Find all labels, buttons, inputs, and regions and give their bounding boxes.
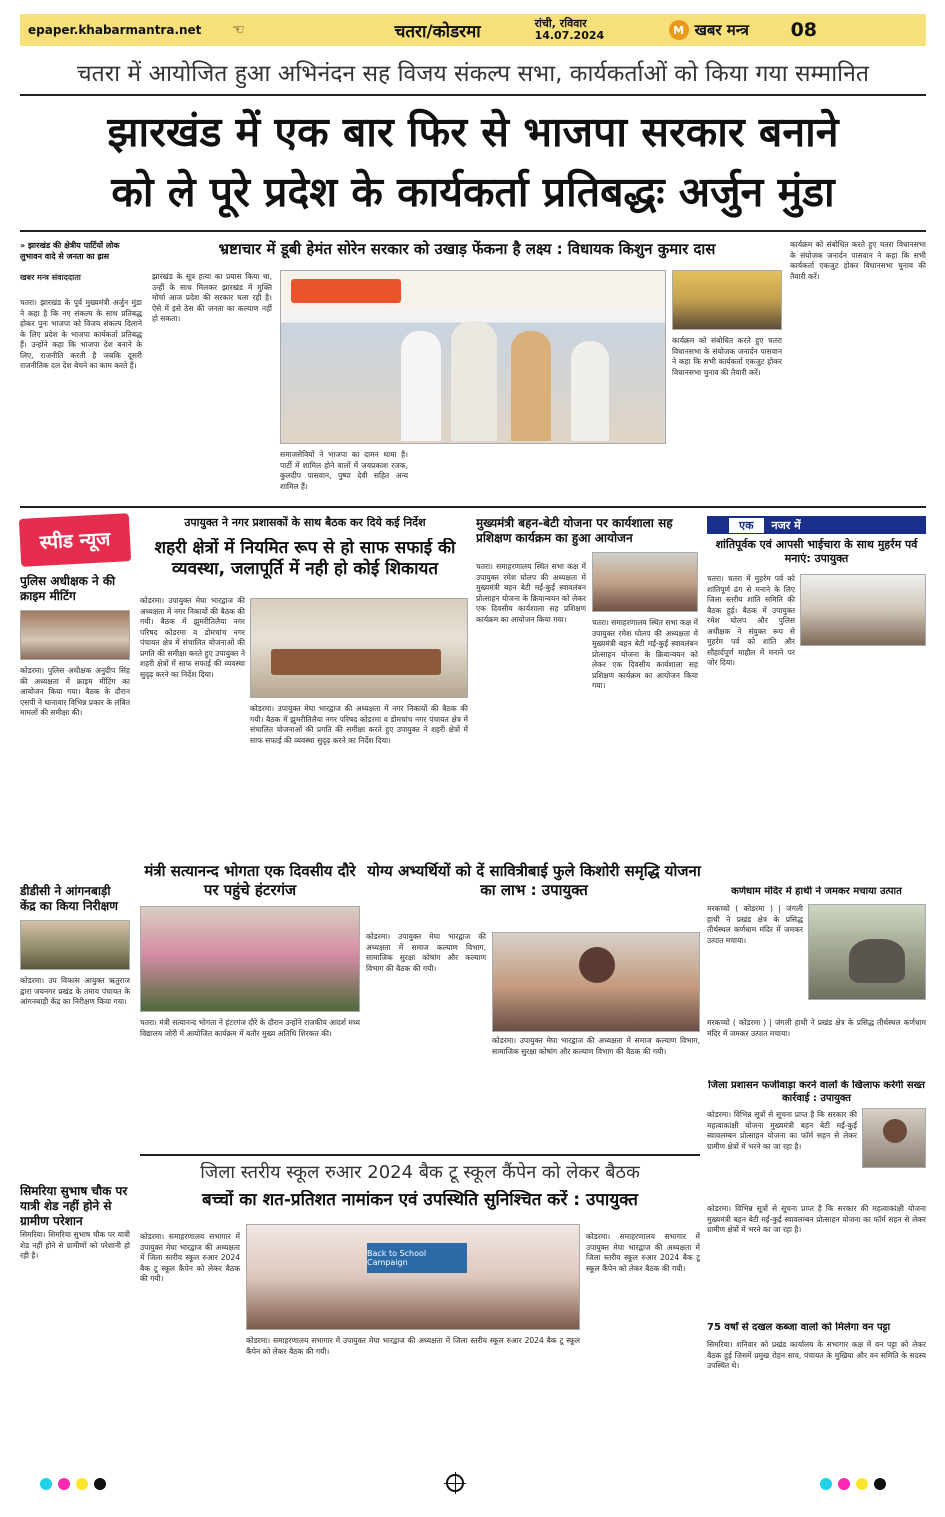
- registration-dots-right: [820, 1478, 886, 1490]
- speed-item3-body: सिमरिया। सिमरिया सुभाष चौक पर यात्री शेड नहीं होने से ग्रामीणों को परेशानी हो रही है।: [20, 1230, 130, 1260]
- registration-dots-left: [40, 1478, 106, 1490]
- city-day: रांची, रविवार: [534, 17, 587, 30]
- school-body-2: कोडरमा। समाहरणालय सभागार में उपायुक्त मेघा भारद्वाज की अध्यक्षता में जिला स्तरीय स्कूल रुआर 2024 बैक टू स्कूल कैंपेन को लेकर बैठक की गयी।: [246, 1336, 580, 1356]
- workshop-photo: [592, 552, 698, 612]
- city-body: कोडरमा। उपायुक्त मेघा भारद्वाज की अध्यक्षता में नगर निकायों की बैठक की गयी। बैठक में झुमरीतिलैया नगर परिषद कोडरमा व डोमचांच नगर पंचायत क्षेत्र में संचालित योजनाओं की प्रगति की समीक्षा करते हुए उपायुक्त ने शहरी क्षेत्रों में साफ सफाई की व्यवस्था सुदृढ़ करने का निर्देश दिया।: [140, 596, 245, 679]
- lead-headline: [20, 102, 926, 222]
- cyan-dot: [40, 1478, 52, 1490]
- lead-subhead: भ्रष्टाचार में डूबी हेमंत सोरेन सरकार को उखाड़ फेंकना है लक्ष्य : विधायक किशुन कुमार दास: [218, 240, 716, 258]
- black-dot: [874, 1478, 886, 1490]
- speed-item3-head: सिमरिया सुभाष चौक पर यात्री शेड नहीं होने से ग्रामीण परेशान: [20, 1184, 128, 1228]
- school-body-3: कोडरमा। समाहरणालय सभागार में उपायुक्त मेघा भारद्वाज की अध्यक्षता में जिला स्तरीय स्कूल रुआर 2024 बैक टू स्कूल कैंपेन को लेकर बैठक की गयी।: [586, 1232, 700, 1273]
- speed-item1-head: पुलिस अधीक्षक ने की क्राइम मीटिंग: [20, 574, 116, 603]
- workshop-headline: मुख्यमंत्री बहन-बेटी योजना पर कार्यशाला सह प्रशिक्षण कार्यक्रम का हुआ आयोजन: [476, 516, 673, 545]
- cursor-icon: ☜: [232, 22, 245, 38]
- ek-nazar-tag: [707, 516, 926, 534]
- city-headline: शहरी क्षेत्रों में नियमित रूप से हो साफ सफाई की व्यवस्था, जलापूर्ति में नही हो कोई शिकायत: [154, 538, 456, 580]
- logo-icon: M: [669, 20, 689, 40]
- school-photo: [246, 1224, 580, 1330]
- campaign-banner: Back to School Campaign: [367, 1243, 467, 1273]
- lead-body-col1: चतरा। झारखंड के पूर्व मुख्यमंत्री अर्जुन मुंडा ने कहा है कि नए संकल्प के साथ प्रतिबद्ध होकर पुनः भाजपा को विजय संकल्प दिलाने के लिए प्रदेश के भाजपा कार्यकर्ता प्रतिबद्ध हैं। उन्होंने कहा कि भाजपा देश बनाने के लिए, राजनीति करती है जबकि दूसरी राजनीतिक दल देश बेचने का काम करते हैं।: [20, 298, 142, 370]
- lead-body-col4: कार्यक्रम को संबोधित करते हुए चतरा विधानसभा के संयोजक जनार्दन पासवान ने कहा कि सभी कार्यकर्ता एकजुट होकर विधानसभा चुनाव की तैयारी करें।: [672, 336, 782, 377]
- meeting-photo: [20, 610, 130, 660]
- stage-photo: [672, 270, 782, 330]
- minister-body: चतरा। मंत्री सत्यानन्द भोगता ने हंटरगंज दौरे के दौरान उन्होंने राजकीय आदर्श मध्य विद्यालय जोरी में आयोजित कार्यक्रम में बतौर मुख्य अतिथि शिरकत की।: [140, 1018, 360, 1038]
- divider: [20, 506, 926, 508]
- yellow-dot: [76, 1478, 88, 1490]
- divider: [20, 94, 926, 96]
- savitri-headline: योग्य अभ्यर्थियों को दें सावित्रीबाई फुले किशोरी समृद्धि योजना का लाभ : उपायुक्त: [367, 862, 701, 899]
- forms-body-2: कोडरमा। विभिन्न सूत्रों से सूचना प्राप्त है कि सरकार की महत्वाकांक्षी योजना मुख्यमंत्री बहन बेटी मईं-कुईं स्वावलम्बन प्रोत्साहन योजना का फॉर्म सहन से लेकर ग्रामीण क्षेत्रों में भरने का जा रहा है।: [707, 1204, 926, 1234]
- speed-news-badge: स्पीड न्यूज: [19, 513, 131, 567]
- anganwadi-photo: [20, 920, 130, 970]
- official-portrait: [862, 1108, 926, 1168]
- minister-headline: मंत्री सत्यानन्द भोगता एक दिवसीय दौरे पर पहुंचे हंटरगंज: [144, 862, 356, 899]
- lead-body-col3: समाजसेवियों ने भाजपा का दामन थामा है। पार्टी में शामिल होने वालों में जयप्रकाश रजक, कुलदीप पासवान, पुष्पा देवी सहित अन्य शामिल हैं।: [280, 450, 408, 491]
- site-url[interactable]: epaper.khabarmantra.net: [28, 23, 202, 37]
- elephant-body: मरकच्चो ( कोडरमा ) | जंगली हाथी ने प्रखंड क्षेत्र के प्रसिद्ध तीर्थस्थल कर्णधाम मंदिर में जमकर उत्पात मचाया।: [707, 904, 803, 945]
- dateline: [535, 18, 655, 42]
- savitri-photo: [492, 932, 700, 1032]
- issue-date: 14.07.2024: [534, 29, 605, 42]
- section-name: चतरा/कोडरमा: [394, 21, 481, 42]
- logo-text: खबर मन्त्र: [694, 21, 749, 39]
- city-meeting-photo: [250, 598, 468, 698]
- speed-item2-head: डीडीसी ने आंगनबाड़ी केंद्र का किया निरीक्षण: [20, 884, 118, 913]
- forest-headline: 75 वर्षों से दखल कब्जा वालो को मिलेगा वन पट्टा: [707, 1322, 891, 1333]
- forms-body: कोडरमा। विभिन्न सूत्रों से सूचना प्राप्त है कि सरकार की महत्वाकांक्षी योजना मुख्यमंत्री बहन बेटी मईं-कुईं स्वावलम्बन प्रोत्साहन योजना का फॉर्म सहन से लेकर ग्रामीण क्षेत्रों में भरने का जा रहा है।: [707, 1110, 857, 1151]
- lead-body-col2: झारखंड के सूत्र हत्या का प्रयास किया था, उन्हीं के साथ मिलकर झारखंड में मुक्ति मोर्चा आज प्रदेश की सरकार चला रही है। ऐसे में इसे ठेस की जनता का कल्याण नहीं हो सकता।: [152, 272, 272, 323]
- city-body-2: कोडरमा। उपायुक्त मेघा भारद्वाज की अध्यक्षता में नगर निकायों की बैठक की गयी। बैठक में झुमरीतिलैया नगर परिषद कोडरमा व डोमचांच नगर पंचायत क्षेत्र में संचालित योजनाओं की प्रगति की समीक्षा करते हुए उपायुक्त ने शहरी क्षेत्रों में साफ सफाई की व्यवस्था सुदृढ़ करने का निर्देश दिया।: [250, 704, 468, 745]
- muharram-body: चतरा। चतरा में मुहर्रम पर्व को शांतिपूर्ण ढंग से मनाने के लिए जिला स्तरीय शांति समिति की बैठक हुई। बैठक में उपायुक्त रमेश घोलप और पुलिस अधीक्षक ने संयुक्त रूप से मुहर्रम पर्व को शांति और सौहार्दपूर्ण माहौल में मनाने पर जोर दिया।: [707, 574, 795, 667]
- byline: खबर मन्त्र संवाददाता: [20, 273, 81, 282]
- lead-side-note: [20, 240, 142, 283]
- school-banner: जिला स्तरीय स्कूल रुआर 2024 बैक टू स्कूल कैंपेन को लेकर बैठक: [200, 1162, 640, 1183]
- savitri-body-2: कोडरमा। उपायुक्त मेघा भारद्वाज की अध्यक्षता में समाज कल्याण विभाग, सामाजिक सुरक्षा कोषांग और कल्याण विभाग की बैठक की गयी।: [492, 1036, 700, 1056]
- headline-line-2: को ले पूरे प्रदेश के कार्यकर्ता प्रतिबद्धः अर्जुन मुंडा: [111, 168, 835, 216]
- divider: [140, 1154, 700, 1156]
- lead-body-col5: कार्यक्रम को संबोधित करते हुए चतरा विधानसभा के संयोजक जनार्दन पासवान ने कहा कि सभी कार्यकर्ता एकजुट होकर विधानसभा चुनाव की तैयारी करें।: [790, 240, 926, 281]
- magenta-dot: [838, 1478, 850, 1490]
- muharram-headline: शांतिपूर्वक एवं आपसी भाईचारा के साथ मुहर्रम पर्व मनाएं: उपायुक्त: [715, 538, 918, 565]
- muharram-photo: [800, 574, 926, 646]
- masthead-bar: [20, 14, 926, 46]
- divider: [20, 230, 926, 232]
- cyan-dot: [820, 1478, 832, 1490]
- ek-label: एक: [729, 518, 764, 533]
- page-number: 08: [790, 19, 818, 41]
- forest-body: सिमरिया। शनिवार को प्रखंड कार्यालय के सभागार कक्ष में वन पट्टा को लेकर बैठक हुई जिसमें प्रमुख रोहन साव, पंचायत के मुखिया और वन समिति के सदस्य उपस्थित थे।: [707, 1340, 926, 1370]
- nazar-label: नजर में: [771, 518, 801, 532]
- registration-mark: [446, 1474, 464, 1492]
- yellow-dot: [856, 1478, 868, 1490]
- forms-headline: जिला प्रशासन फर्जीवाड़ा करने वालों के खिलाफ करेगी सख्त कार्रवाई : उपायुक्त: [708, 1080, 925, 1104]
- magenta-dot: [58, 1478, 70, 1490]
- lead-kicker: चतरा में आयोजित हुआ अभिनंदन सह विजय संकल्प सभा, कार्यकर्ताओं को किया गया सम्मानित: [77, 61, 869, 87]
- school-headline: बच्चों का शत-प्रतिशत नामांकन एवं उपस्थिति सुनिश्चित करें : उपायुक्त: [201, 1190, 638, 1210]
- speed-item1-body: कोडरमा। पुलिस अधीक्षक अनुदीप सिंह की अध्यक्षता में क्राइम मीटिंग का आयोजन किया गया। बैठक के दौरान एसपी ने थानावार विभिन्न प्रकार के लंबित मामलों की समीक्षा की।: [20, 666, 130, 717]
- city-kicker: उपायुक्त ने नगर प्रशासकों के साथ बैठक कर दिये कई निर्देश: [184, 516, 426, 529]
- speed-item2-body: कोडरमा। उप विकास आयुक्त ऋतुराज द्वारा जयनगर प्रखंड के तमाय पंचायत के आंगनबाड़ी केंद्र का निरीक्षण किया गया।: [20, 976, 130, 1006]
- black-dot: [94, 1478, 106, 1490]
- workshop-body: चतरा। समाहरणालय स्थित सभा कक्ष में उपायुक्त रमेश घोलप की अध्यक्षता में मुख्यमंत्री बहन बेटी मईं-कुईं स्वावलंबन प्रोत्साहन योजना के क्रियान्वयन को लेकर एक दिवसीय कार्यशाला सह प्रशिक्षण कार्यक्रम का आयोजन किया गया।: [476, 562, 586, 624]
- school-body: कोडरमा। समाहरणालय सभागार में उपायुक्त मेघा भारद्वाज की अध्यक्षता में जिला स्तरीय स्कूल रुआर 2024 बैक टू स्कूल कैंपेन को लेकर बैठक की गयी।: [140, 1232, 240, 1283]
- elephant-photo: [808, 904, 926, 1000]
- lead-photo: [280, 270, 666, 444]
- headline-line-1: झारखंड में एक बार फिर से भाजपा सरकार बनाने: [107, 108, 839, 156]
- minister-photo: [140, 906, 360, 1012]
- workshop-body-2: चतरा। समाहरणालय स्थित सभा कक्ष में उपायुक्त रमेश घोलप की अध्यक्षता में मुख्यमंत्री बहन बेटी मईं-कुईं स्वावलंबन प्रोत्साहन योजना के क्रियान्वयन को लेकर एक दिवसीय कार्यशाला सह प्रशिक्षण कार्यक्रम का आयोजन किया गया।: [592, 618, 698, 690]
- elephant-body-2: मरकच्चो ( कोडरमा ) | जंगली हाथी ने प्रखंड क्षेत्र के प्रसिद्ध तीर्थस्थल कर्णधाम मंदिर में जमकर उत्पात मचाया।: [707, 1018, 926, 1038]
- side-note-text: » झारखंड की क्षेत्रीय पार्टियों लोक लुभावन वादे से जनता का ह्रास: [20, 241, 120, 261]
- savitri-body: कोडरमा। उपायुक्त मेघा भारद्वाज की अध्यक्षता में समाज कल्याण विभाग, सामाजिक सुरक्षा कोषांग और कल्याण विभाग की बैठक की गयी।: [366, 932, 486, 973]
- elephant-headline: कर्णधाम मंदिर में हाथी ने जमकर मचाया उत्पात: [731, 886, 902, 897]
